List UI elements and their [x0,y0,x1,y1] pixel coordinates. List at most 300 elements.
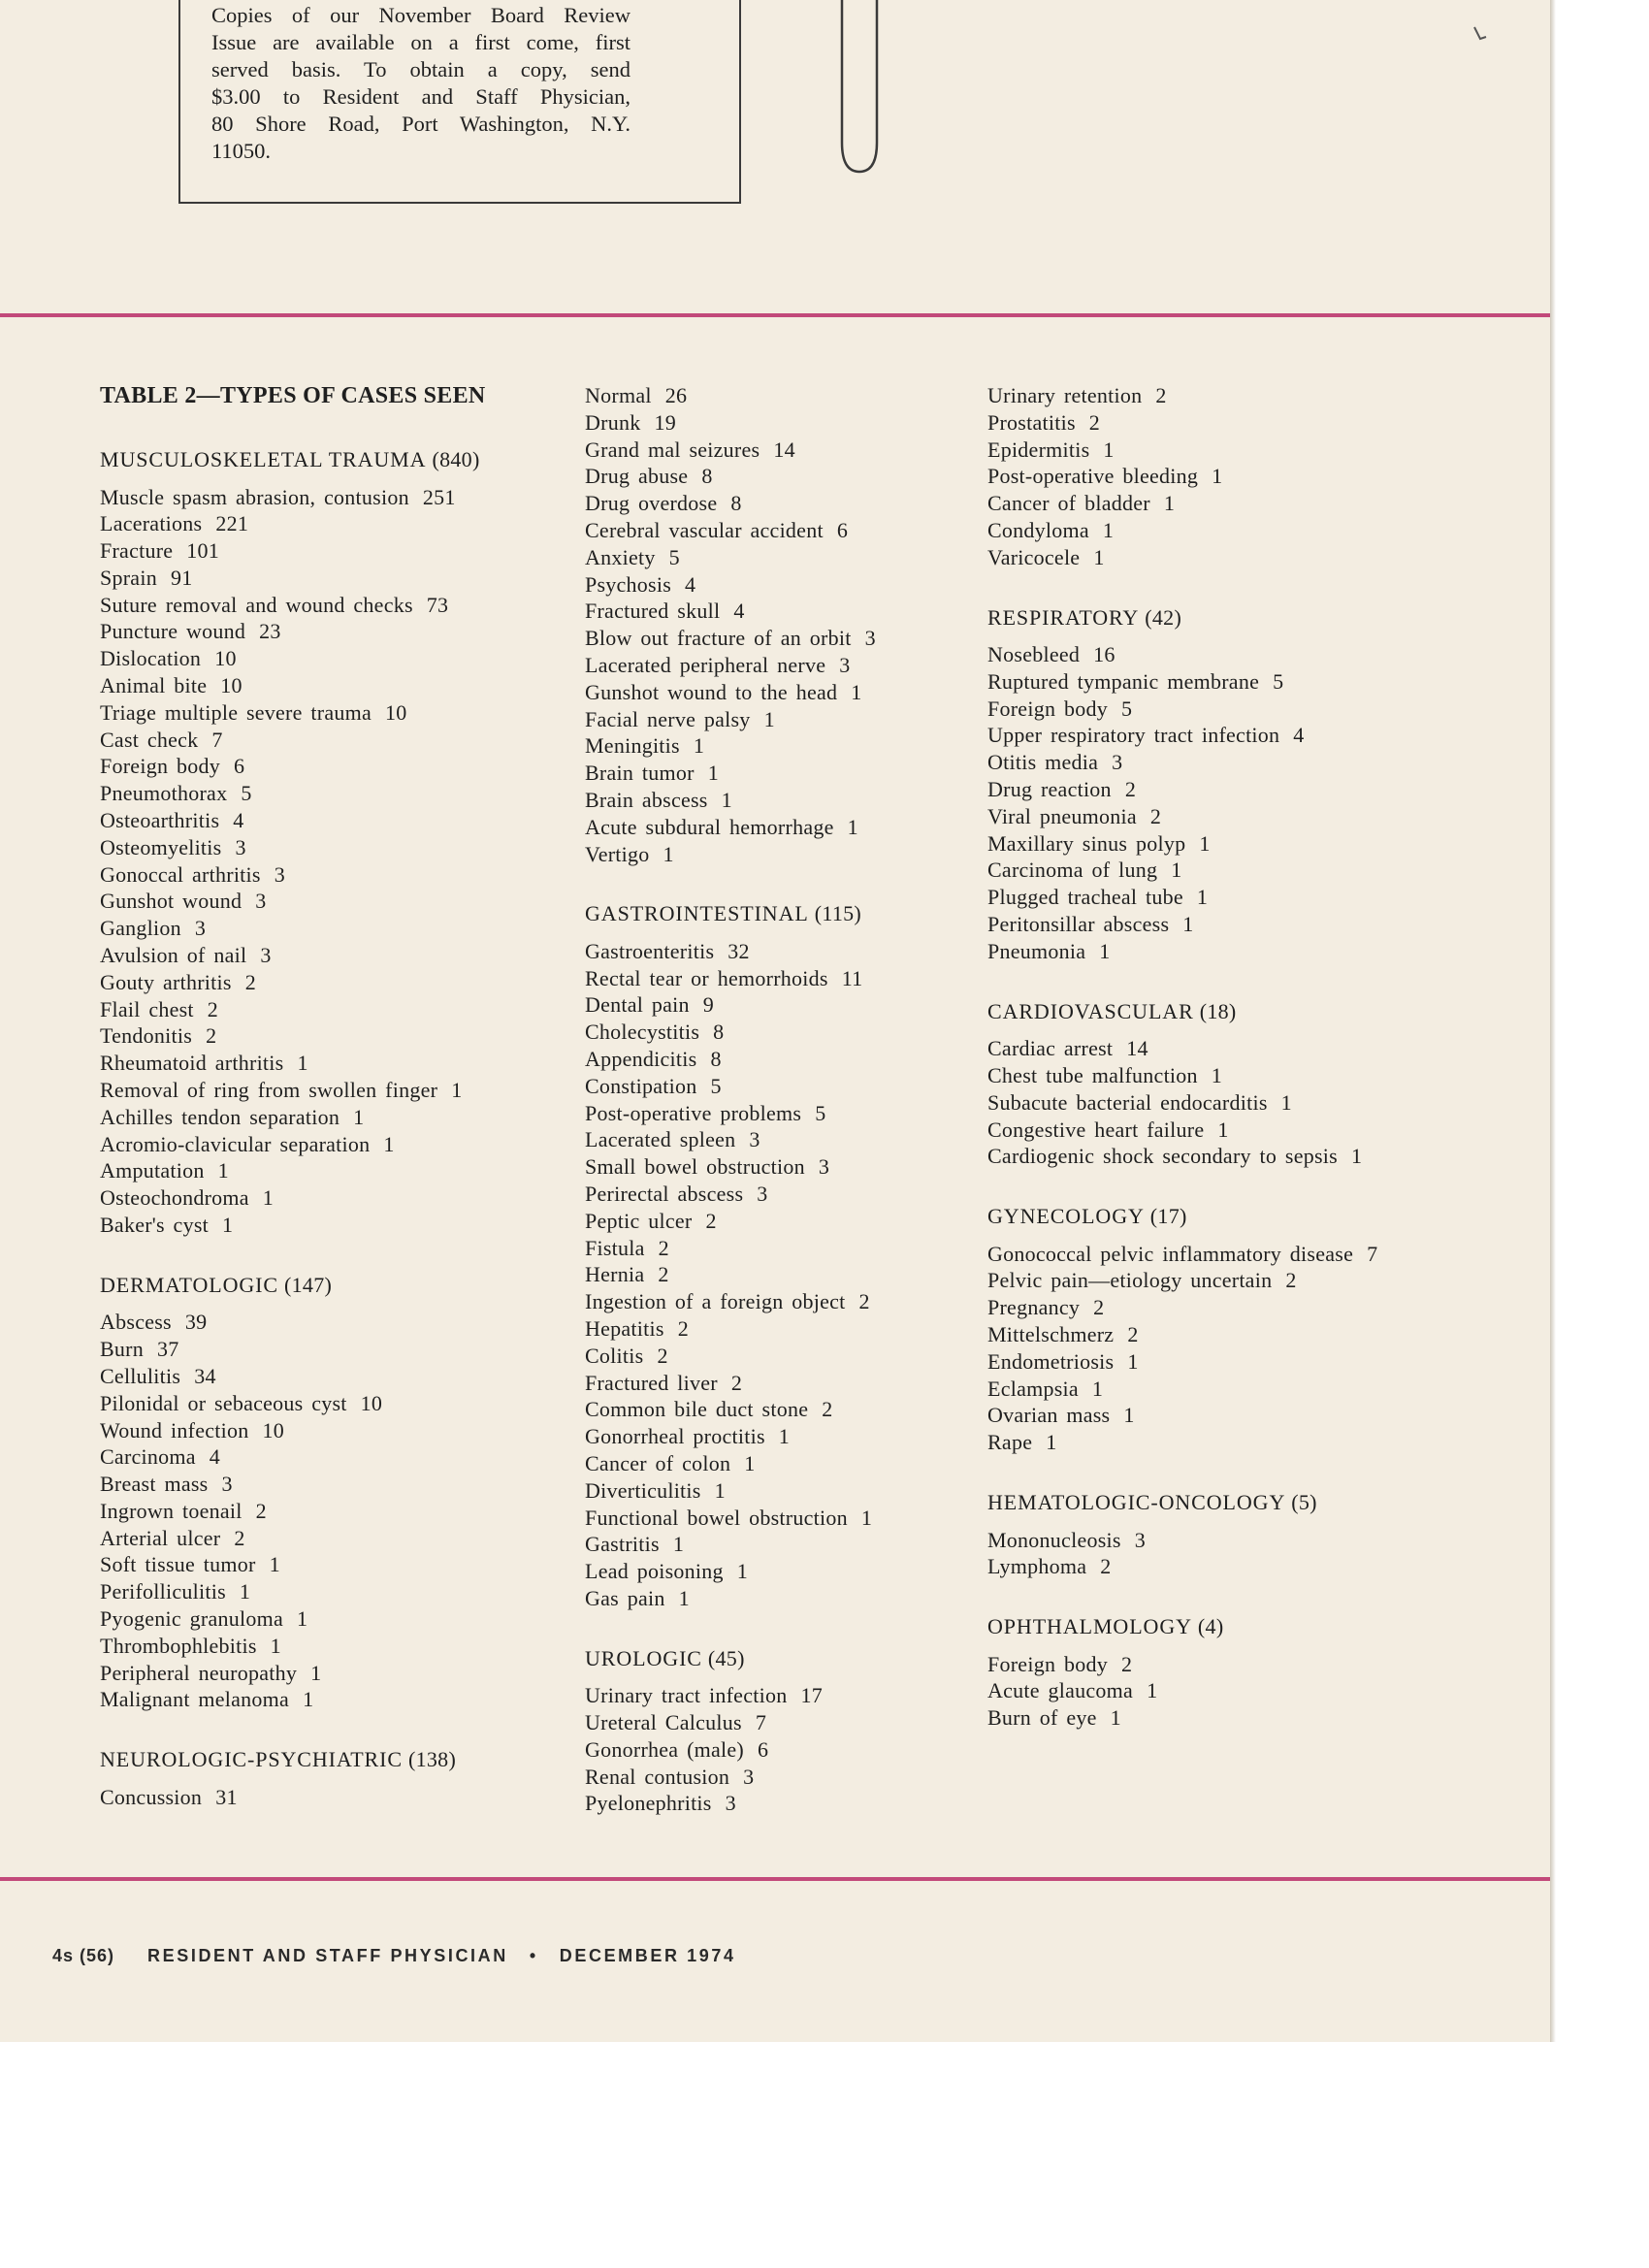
case-label: Acute glaucoma [987,1678,1134,1703]
case-count: 10 [220,673,242,698]
case-count: 3 [221,1472,233,1497]
section-heading [987,1203,1531,1230]
case-label: Varicocele [987,544,1081,569]
case-label: Rectal tear or hemorrhoids [585,965,828,990]
case-row [585,382,987,409]
case-label: Lymphoma [987,1554,1087,1579]
case-row [100,1157,575,1184]
journal-name: RESIDENT AND STAFF PHYSICIAN [147,1946,508,1965]
case-label: Eclampsia [987,1376,1079,1401]
section-count: (115) [814,901,862,926]
case-label: Otitis media [987,750,1099,775]
case-count: 3 [725,1791,736,1816]
case-count: 1 [1171,858,1182,883]
case-label: Abscess [100,1310,172,1335]
section-heading [585,900,987,927]
case-label: Concussion [100,1784,203,1809]
notice-line: Issue are available on a first come, first [211,30,630,54]
case-row [987,463,1531,490]
case-row [100,834,575,861]
case-count: 2 [730,1370,743,1395]
case-count: 34 [194,1363,216,1388]
case-row [585,652,987,679]
case-count: 10 [384,699,407,725]
case-count: 1 [1110,1705,1121,1731]
case-count: 1 [672,1532,685,1557]
case-row [100,969,575,996]
case-row [987,1429,1531,1456]
case-count: 1 [678,1585,690,1610]
case-row [987,749,1531,776]
case-count: 10 [214,646,237,671]
case-label: Cholecystitis [585,1020,700,1045]
case-row [987,696,1531,723]
notice-line: served basis. To obtain a copy, send [211,57,630,81]
paperclip-icon [832,0,887,177]
case-label: Facial nerve palsy [585,706,751,731]
case-count: 2 [658,1262,669,1287]
case-count: 4 [685,571,696,597]
case-label: Amputation [100,1158,205,1183]
case-label: Lacerations [100,511,203,536]
case-row [987,1117,1531,1144]
case-label: Flail chest [100,996,194,1021]
case-label: Hernia [585,1262,645,1287]
case-label: Plugged tracheal tube [987,885,1183,910]
case-count: 1 [860,1505,873,1530]
case-label: Pilonidal or sebaceous cyst [100,1390,347,1415]
case-count: 1 [296,1606,308,1632]
case-count: 1 [451,1078,463,1103]
case-count: 3 [1134,1527,1146,1552]
case-row [585,814,987,841]
case-count: 2 [657,1343,668,1368]
case-count: 2 [206,1023,217,1049]
case-row [987,1294,1531,1321]
case-row [987,1348,1531,1376]
case-row [585,787,987,814]
case-count: 1 [1099,938,1111,963]
case-label: Pregnancy [987,1295,1081,1320]
case-label: Sprain [100,565,157,590]
case-count: 2 [1093,1295,1105,1320]
case-label: Burn of eye [987,1705,1097,1731]
table-section [585,1645,987,1817]
case-row [585,706,987,733]
case-row [100,1390,575,1417]
case-count: 39 [184,1310,208,1335]
section-heading-label: GASTROINTESTINAL [585,901,809,926]
case-count: 73 [426,592,449,617]
case-row [100,484,575,511]
case-count: 3 [743,1764,755,1789]
case-count: 3 [1112,750,1123,775]
case-label: Muscle spasm abrasion, contusion [100,484,409,509]
case-row [100,618,575,645]
case-label: Hepatitis [585,1316,664,1341]
case-label: Breast mass [100,1472,209,1497]
case-row [987,1651,1531,1678]
case-row [585,1261,987,1288]
case-count: 11 [841,965,863,990]
case-count: 4 [733,599,745,624]
case-row [585,1126,987,1153]
case-row [585,1235,987,1262]
case-count: 1 [1196,885,1209,910]
case-count: 2 [677,1316,689,1341]
case-count: 4 [1293,723,1305,748]
case-row [100,1443,575,1471]
case-label: Normal [585,383,652,407]
case-row [585,463,987,490]
case-label: Ingestion of a foreign object [585,1289,846,1314]
case-row [585,1181,987,1208]
case-row [100,592,575,619]
case-row [585,841,987,868]
case-label: Pelvic pain—etiology uncertain [987,1268,1273,1293]
case-row [987,857,1531,884]
case-row [100,537,575,565]
case-count: 3 [274,861,285,887]
case-count: 2 [1088,409,1101,435]
case-row [100,1336,575,1363]
case-count: 1 [303,1687,314,1712]
case-count: 1 [1163,491,1176,516]
section-heading [987,604,1531,632]
case-label: Dislocation [100,646,202,671]
notice-line: Copies of our November Board Review [211,3,630,27]
case-label: Ruptured tympanic membrane [987,668,1260,694]
case-row [987,1527,1531,1554]
case-count: 2 [244,969,256,994]
case-count: 6 [757,1736,769,1762]
case-label: Gouty arthritis [100,969,232,994]
case-count: 5 [815,1100,826,1125]
case-row [585,760,987,787]
case-count: 1 [707,761,719,786]
case-count: 1 [1350,1144,1363,1169]
case-label: Renal contusion [585,1764,730,1789]
section-count: (17) [1149,1204,1187,1229]
case-count: 10 [262,1417,284,1442]
case-label: Achilles tendon separation [100,1104,340,1129]
case-label: Removal of ring from swollen finger [100,1078,438,1103]
section-heading [100,1272,575,1299]
case-count: 1 [353,1104,365,1129]
case-label: Pneumothorax [100,781,228,806]
case-row [100,645,575,672]
case-count: 32 [728,938,750,963]
case-label: Avulsion of nail [100,943,247,968]
case-count: 7 [755,1710,767,1735]
case-count: 5 [710,1073,722,1098]
case-row [100,565,575,592]
case-count: 23 [259,619,281,644]
case-count: 2 [1285,1268,1297,1293]
notice-line: 80 Shore Road, Port Washington, N.Y. [211,112,630,136]
case-label: Gonorrhea (male) [585,1736,744,1762]
case-count: 3 [864,626,876,651]
case-row [585,1396,987,1423]
section-heading-label: CARDIOVASCULAR [987,998,1194,1023]
case-row [100,1551,575,1578]
case-label: Gonococcal pelvic inflammatory disease [987,1241,1354,1266]
case-row [585,1790,987,1817]
case-label: Rape [987,1430,1033,1455]
section-count: (42) [1145,604,1182,630]
case-label: Mittelschmerz [987,1322,1115,1347]
notice-box [178,0,741,204]
case-count: 1 [1147,1678,1158,1703]
case-label: Psychosis [585,571,672,597]
case-label: Carcinoma of lung [987,858,1158,883]
case-row [987,544,1531,571]
case-row [100,1022,575,1050]
case-label: Foreign body [987,696,1108,721]
section-count: (5) [1291,1490,1317,1514]
case-label: Ganglion [100,916,181,941]
case-row [585,1531,987,1558]
case-label: Arterial ulcer [100,1525,221,1550]
case-label: Small bowel obstruction [585,1154,805,1180]
section-heading [987,998,1531,1025]
section-heading [585,1645,987,1672]
case-count: 1 [1103,437,1115,462]
case-row [585,938,987,965]
case-count: 3 [260,943,272,968]
table-section [100,446,575,1239]
case-label: Perifolliculitis [100,1579,226,1604]
issue-date: DECEMBER 1974 [559,1946,736,1965]
case-row [987,830,1531,858]
case-row [100,888,575,915]
case-count: 1 [847,814,858,839]
case-label: Maxillary sinus polyp [987,830,1186,856]
case-row [585,409,987,437]
case-count: 1 [714,1477,726,1503]
case-label: Post-operative problems [585,1100,802,1125]
case-count: 2 [1149,803,1162,828]
section-heading-label: UROLOGIC [585,1645,702,1670]
case-row [987,803,1531,830]
case-label: Endometriosis [987,1348,1115,1374]
case-count: 1 [269,1552,280,1577]
page-number: 4s (56) [52,1946,115,1965]
table-section [987,1203,1531,1456]
case-row [585,1450,987,1477]
section-heading-label: HEMATOLOGIC-ONCOLOGY [987,1490,1286,1514]
case-label: Dental pain [585,992,690,1018]
page-footer [52,1946,758,1966]
case-row [100,861,575,889]
case-row [585,1370,987,1397]
case-count: 1 [1212,464,1223,489]
case-label: Drug reaction [987,777,1112,802]
case-label: Functional bowel obstruction [585,1505,848,1530]
case-count: 3 [818,1154,830,1180]
case-row [100,1686,575,1713]
case-label: Rheumatoid arthritis [100,1051,284,1076]
section-heading-label: GYNECOLOGY [987,1204,1145,1229]
case-row [987,1062,1531,1089]
case-label: Constipation [585,1073,697,1098]
case-label: Burn [100,1337,144,1362]
case-count: 6 [233,754,245,779]
case-row [100,1104,575,1131]
case-row [100,1578,575,1605]
case-count: 2 [1155,383,1167,407]
case-row [585,1153,987,1181]
case-row [987,382,1531,409]
case-row [585,1208,987,1235]
case-label: Acromio-clavicular separation [100,1131,371,1156]
section-count: (138) [407,1747,457,1772]
case-row [585,571,987,599]
case-count: 1 [1280,1089,1292,1115]
case-row [987,1553,1531,1580]
case-label: Peripheral neuropathy [100,1660,298,1685]
case-count: 1 [1127,1348,1139,1374]
case-label: Condyloma [987,517,1089,542]
case-row [987,1089,1531,1117]
section-heading [987,1489,1531,1516]
case-label: Mononucleosis [987,1527,1121,1552]
case-row [100,996,575,1023]
bottom-rule [0,1877,1550,1881]
case-count: 3 [255,889,267,914]
case-count: 1 [1182,912,1194,937]
case-row [100,1498,575,1525]
case-label: Pyelonephritis [585,1791,712,1816]
case-row [100,1309,575,1336]
section-count: (4) [1197,1614,1224,1639]
case-label: Prostatitis [987,409,1076,435]
case-row [585,544,987,571]
section-heading-label: OPHTHALMOLOGY [987,1614,1192,1639]
case-label: Cast check [100,727,199,752]
case-row [585,490,987,517]
case-label: Osteochondroma [100,1185,249,1211]
case-label: Animal bite [100,673,208,698]
case-row [100,1050,575,1077]
case-count: 37 [157,1337,179,1362]
case-count: 3 [194,916,207,941]
case-count: 1 [1217,1117,1229,1142]
case-label: Cardiac arrest [987,1036,1114,1061]
case-count: 2 [658,1235,669,1260]
case-label: Ovarian mass [987,1403,1111,1428]
case-count: 4 [233,808,244,833]
case-count: 2 [822,1397,833,1422]
case-row [100,1525,575,1552]
case-count: 1 [851,679,862,704]
case-count: 1 [222,1213,234,1238]
case-count: 1 [693,733,705,759]
case-count: 2 [234,1525,245,1550]
case-count: 2 [1100,1554,1112,1579]
case-row [585,1315,987,1343]
case-label: Common bile duct stone [585,1397,809,1422]
case-row [585,1288,987,1315]
case-row [987,409,1531,437]
case-row [987,722,1531,749]
case-label: Post-operative bleeding [987,464,1199,489]
case-count: 2 [1120,1651,1133,1676]
case-label: Malignant melanoma [100,1687,290,1712]
case-label: Drug overdose [585,491,718,516]
case-label: Cellulitis [100,1363,181,1388]
case-row [100,727,575,754]
case-row [585,732,987,760]
case-row [100,1363,575,1390]
case-count: 1 [239,1579,251,1604]
case-label: Epidermitis [987,437,1090,462]
case-count: 19 [654,409,676,435]
case-label: Brain abscess [585,787,708,812]
case-count: 1 [1093,544,1105,569]
case-row [987,1402,1531,1429]
case-label: Diverticulitis [585,1477,701,1503]
case-count: 1 [217,1158,229,1183]
case-count: 5 [668,544,680,569]
case-row [100,699,575,727]
case-row [585,1423,987,1450]
section-heading-label: MUSCULOSKELETAL TRAUMA [100,447,427,471]
case-row [987,884,1531,911]
case-label: Gas pain [585,1585,665,1610]
case-row [585,1477,987,1505]
case-label: Ureteral Calculus [585,1710,742,1735]
section-heading [100,446,575,473]
case-label: Ingrown toenail [100,1498,242,1523]
case-count: 1 [310,1660,322,1685]
case-label: Nosebleed [987,642,1081,667]
case-label: Grand mal seizures [585,437,760,462]
case-row [987,776,1531,803]
case-label: Gastroenteritis [585,938,715,963]
section-heading [100,1746,575,1773]
case-label: Viral pneumonia [987,803,1137,828]
case-row [585,598,987,625]
case-label: Brain tumor [585,761,695,786]
case-row [987,1267,1531,1294]
case-count: 1 [778,1424,791,1449]
case-row [100,1660,575,1687]
case-row [100,1633,575,1660]
case-row [987,517,1531,544]
case-row [100,1131,575,1158]
case-row [585,991,987,1019]
case-label: Perirectal abscess [585,1182,744,1207]
case-row [585,1019,987,1046]
case-row [585,1736,987,1764]
section-count: (147) [283,1272,333,1297]
case-row [100,1212,575,1239]
case-count: 8 [710,1047,722,1072]
case-label: Acute subdural hemorrhage [585,814,834,839]
case-count: 221 [215,511,249,536]
section-heading-label: DERMATOLOGIC [100,1272,278,1297]
case-row [100,942,575,969]
table-section [987,998,1531,1170]
case-row [987,1321,1531,1348]
pen-mark-icon [1472,25,1492,45]
case-row [585,625,987,652]
case-label: Gonoccal arthritis [100,861,261,887]
case-label: Puncture wound [100,619,246,644]
case-label: Pyogenic granuloma [100,1606,283,1632]
top-rule [0,313,1550,317]
